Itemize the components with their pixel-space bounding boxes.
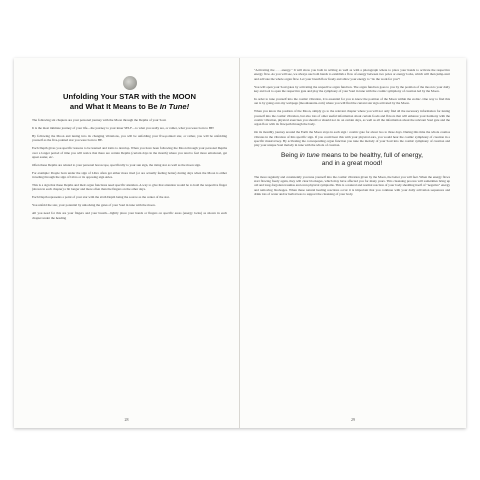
paragraph: It is the most intimate journey of your life—the journey to your inner SELF—to what you really are, or rather, what you were born to BE! [32, 125, 215, 130]
paragraph: In order to tune yourself into the cosmic vibration, it is essential for you to know the position of the Moon within the zodiac. One way to find this out is by going onto my webpage (moonlaurette.com) where you will find the current star sign activated by the Moon. [254, 96, 450, 106]
pull-quote-emphasis: in tune [299, 151, 320, 159]
chapter-title [32, 92, 227, 111]
title-text: Unfolding Your [63, 92, 120, 101]
chapter-title-line-2 [32, 102, 227, 112]
left-body-text [32, 118, 227, 220]
paragraph: Each Depth gives you specific lessons to be learned and traits to develop. When you have been following the Moon through your personal Depths over a longer period of time you will notice that there are certain Depths (certain days in the month) where you tend to feel more emotional, get upset easier, etc. [32, 146, 227, 159]
paragraph: The following six chapters are your personal journey with the Moon through the Depths of your Soul. [32, 118, 167, 122]
title-moon: MOON [172, 92, 196, 101]
paragraph: Each Depth represents a point of your star with the sixth Depth being the source as the center of the star. [32, 195, 170, 200]
chapter-title-line-1 [32, 92, 227, 102]
paragraph: All you need for this are your fingers and your breath—lightly place your hands or fingers on specific areas (energy locks) as shown in each chapter under the heading [32, 211, 227, 220]
paragraph: This is a sign that these Depths and their organ functions need specific attention. A way to give that attention would be to hold the respective finger (shown in each chapter) a bit longer and more often than the fingers on the other days. [32, 183, 227, 192]
pull-quote [260, 152, 444, 169]
left-page [14, 58, 240, 428]
pull-quote-line-1 [260, 152, 444, 161]
book-spread [14, 58, 466, 428]
title-star: STAR [119, 92, 140, 101]
paragraph: You unfold the star, your potential by unlocking the gates of your Soul in tune with the moon. [32, 203, 156, 208]
pull-quote-line-2: and in a great mood! [321, 160, 383, 168]
pull-quote-text: means to be healthy, full of energy, [319, 151, 423, 159]
paragraph: When you know the position of the Moon, simply go to the relevant chapter where you will not only find all the necessary information for tuning yourself into the cosmic vibration, but also lots of other useful information about certain foods and flavors that will enhance your harmony with the cosmic vibration, physical exercises you should or should not do on certain days, as well as all the information about the relevant Soul gate and the organ flow with its flowpath through the body. [254, 109, 450, 127]
paragraph: "Activating the . . . energy." It will show you both in writing as well as with a photograph where to place your hands to activate the respective energy flow. As you will see, we always use both hands to establish a flow of energy between two poles or energy locks, which will then jump-start and activate the whole organ flow. Let your breath flow freely and allow your energy to "do the work for you"! [254, 68, 450, 81]
paragraph: On its monthly journey around the Earth the Moon stays in each sign / cosmic gate for about two to three days. During this time the whole cosmos vibrates in the vibration of this specific sign. If you could hear this with your physical ears, you would hear the cosmic symphony of creation in a specific musical key. By activating the corresponding organ function you tune the melody of your Soul into the cosmic symphony of creation and play your unique Soul melody in tune with the whole of creation. [254, 130, 450, 148]
page-number: 29 [351, 417, 355, 422]
paragraph: By following the Moon and tuning into its changing vibrations, you will be unfolding your five-pointed star, or rather, you will be unfolding yourself as the five-pointed star you were born to BE. [32, 133, 227, 143]
paragraph: You will open your Soul gates by activating the respective organ function. The organ function goes to you by the position of the moon is your daily key and tool to open the respective gate and play the symphony of your Soul in tune with the cosmic symphony of creation led by the Moon. [254, 84, 450, 93]
right-body-text-top [254, 68, 450, 148]
paragraph: For example: People born under the sign of Libra often get either more tired (or are actually feeling better) during days when the Moon is either traveling through the sign of Libra or its opposing sign Aries. [32, 170, 227, 180]
title-in-tune: In Tune! [159, 101, 190, 111]
title-text: and What It Means to Be [69, 101, 160, 111]
moon-icon [123, 76, 137, 90]
pull-quote-text: Being [281, 151, 300, 159]
title-text: with the [139, 92, 173, 101]
paragraph: The more regularly and consistently you tune yourself into the cosmic vibration given by the Moon, the better you will feel. When the energy flows start flowing freely again, they will clear blockages, which may have affected you for many years. This cleansing process will sometimes bring up old and long-forgotten traumas and even physical symptoms. This is a natural and normal reaction of your body shedding itself of "negative" energy and removing blockages. When these natural healing reactions occur it is important that you continue with your daily activation sequences and drink lots of water and/or herbal teas to support the cleansing of your body. [254, 174, 450, 196]
page-number: 28 [124, 417, 129, 422]
paragraph: Often these Depths are related to your personal horoscope, specifically to your sun sign, the rising star as well as the moon sign. [32, 162, 201, 167]
right-body-text-bottom [254, 175, 450, 197]
right-page [240, 58, 466, 428]
